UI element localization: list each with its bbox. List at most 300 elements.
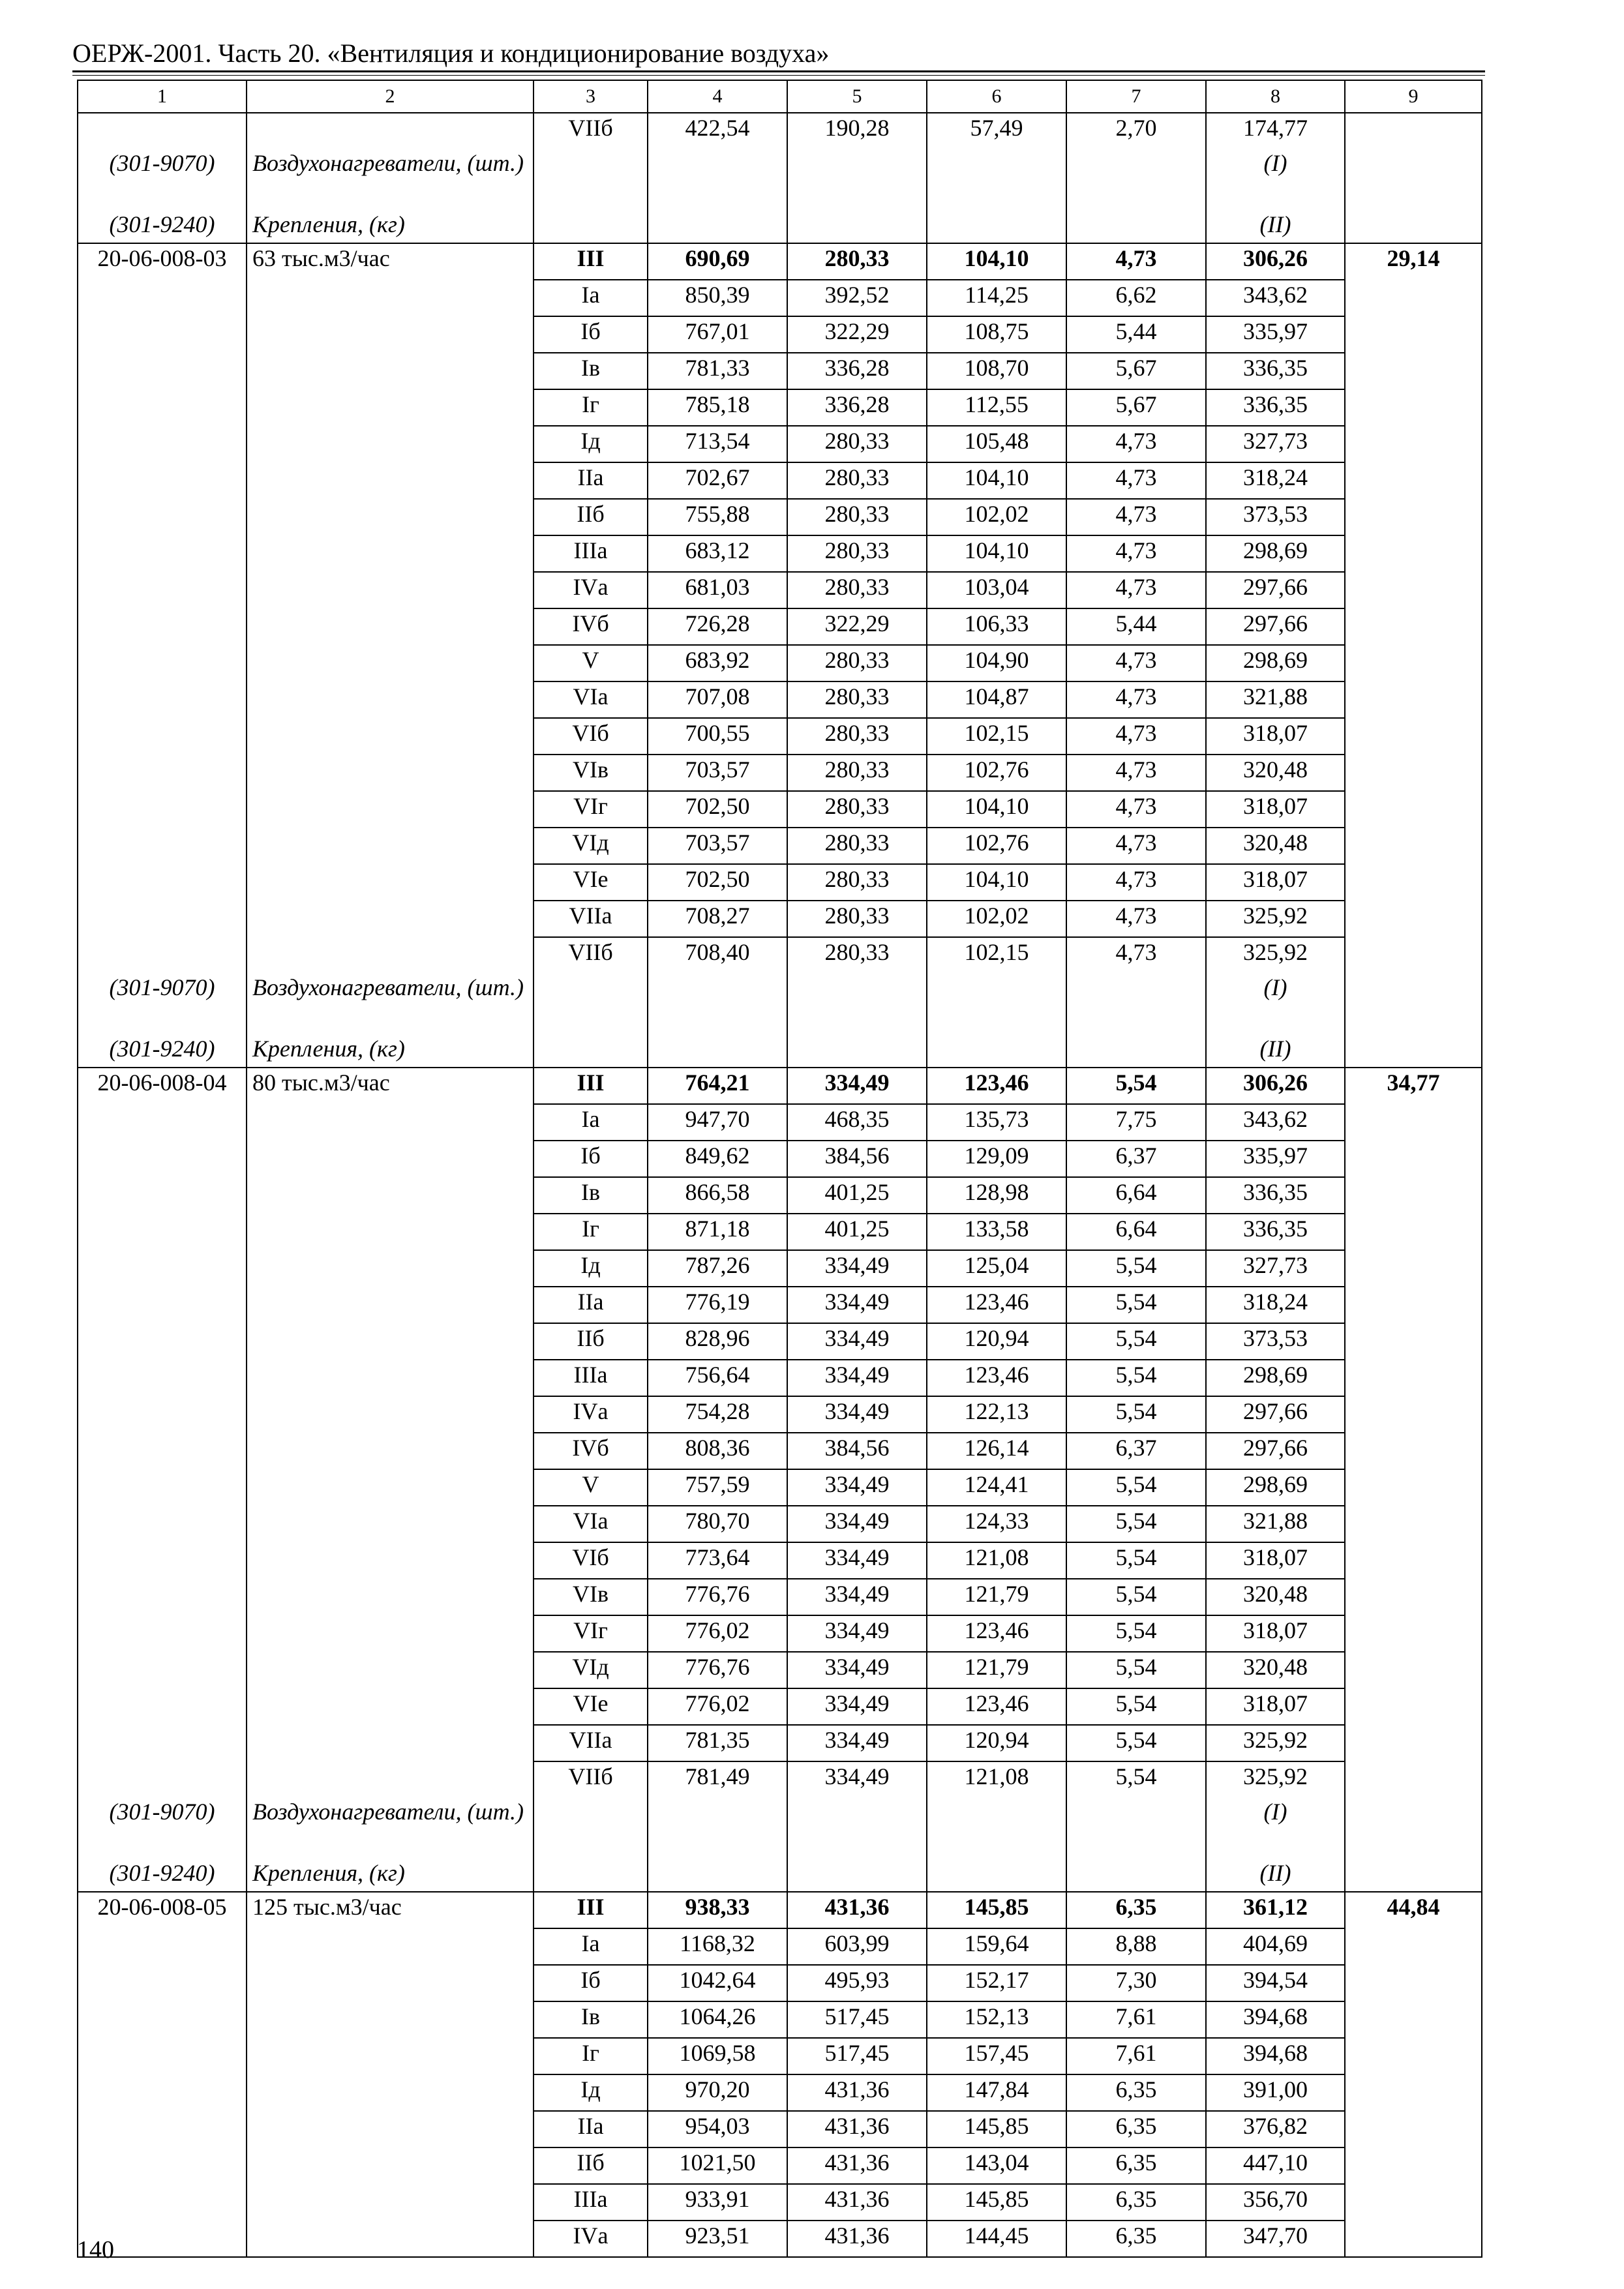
- machinist-wages-cell: 6,35: [1066, 2221, 1206, 2257]
- table-row: [78, 937, 1482, 973]
- machines-cell: 102,76: [927, 828, 1066, 864]
- machinist-wages-cell: 5,44: [1066, 316, 1206, 353]
- table-row: [78, 1725, 1482, 1761]
- total-cost-cell: 776,02: [648, 1615, 787, 1652]
- total-cost-cell: 781,33: [648, 353, 787, 389]
- labor-cell: [1345, 1287, 1482, 1323]
- labor-cell: [1345, 1761, 1482, 1797]
- table-row: [78, 2074, 1482, 2111]
- machines-cell: 133,58: [927, 1214, 1066, 1250]
- code-cell: [78, 1104, 247, 1141]
- table-row: [78, 316, 1482, 353]
- header-rule: [72, 70, 1485, 72]
- materials-cell: (II): [1206, 1859, 1345, 1892]
- wages-cell: 517,45: [787, 2001, 927, 2038]
- labor-cell: [1345, 828, 1482, 864]
- column-header: 1: [78, 80, 247, 113]
- name-cell: [247, 389, 534, 426]
- materials-cell: 343,62: [1206, 280, 1345, 316]
- code-cell: (301-9240): [78, 1859, 247, 1892]
- total-cost-cell: 1021,50: [648, 2147, 787, 2184]
- name-cell: Крепления, (кг): [247, 210, 534, 243]
- wages-cell: 280,33: [787, 535, 927, 572]
- machines-cell: 159,64: [927, 1928, 1066, 1965]
- machines-cell: 145,85: [927, 2111, 1066, 2147]
- wages-cell: 334,49: [787, 1688, 927, 1725]
- machines-cell: 147,84: [927, 2074, 1066, 2111]
- materials-cell: 318,24: [1206, 462, 1345, 499]
- name-cell: [247, 2184, 534, 2221]
- wages-cell: 431,36: [787, 2111, 927, 2147]
- zone-cell: IIб: [534, 499, 648, 535]
- materials-cell: 336,35: [1206, 1177, 1345, 1214]
- machines-cell: 57,49: [927, 113, 1066, 149]
- name-cell: [247, 2221, 534, 2257]
- table-row: [78, 1579, 1482, 1615]
- machinist-wages-cell: 5,67: [1066, 353, 1206, 389]
- name-cell: Воздухонагреватели, (шт.): [247, 973, 534, 1034]
- machines-cell: [927, 973, 1066, 1034]
- machines-cell: 108,75: [927, 316, 1066, 353]
- materials-cell: 404,69: [1206, 1928, 1345, 1965]
- total-cost-cell: 707,08: [648, 681, 787, 718]
- machines-cell: 123,46: [927, 1360, 1066, 1396]
- machinist-wages-cell: 5,54: [1066, 1396, 1206, 1433]
- table-row: [78, 499, 1482, 535]
- machines-cell: 144,45: [927, 2221, 1066, 2257]
- zone-cell: Iд: [534, 426, 648, 462]
- name-cell: [247, 1433, 534, 1469]
- code-cell: [78, 1761, 247, 1797]
- code-cell: [78, 1214, 247, 1250]
- zone-cell: IVб: [534, 608, 648, 645]
- table-row: [78, 1177, 1482, 1214]
- wages-cell: 334,49: [787, 1506, 927, 1542]
- code-cell: [78, 2038, 247, 2074]
- name-cell: 80 тыс.м3/час: [247, 1068, 534, 1104]
- wages-cell: 384,56: [787, 1141, 927, 1177]
- code-cell: [78, 901, 247, 937]
- table-row: [78, 280, 1482, 316]
- table-row: [78, 1287, 1482, 1323]
- code-cell: [78, 572, 247, 608]
- machinist-wages-cell: 4,73: [1066, 718, 1206, 755]
- machinist-wages-cell: 5,54: [1066, 1250, 1206, 1287]
- machines-cell: 157,45: [927, 2038, 1066, 2074]
- code-cell: [78, 937, 247, 973]
- zone-cell: Iд: [534, 2074, 648, 2111]
- code-cell: (301-9070): [78, 149, 247, 210]
- code-cell: [78, 1615, 247, 1652]
- total-cost-cell: 828,96: [648, 1323, 787, 1360]
- name-cell: [247, 2147, 534, 2184]
- labor-cell: [1345, 1214, 1482, 1250]
- total-cost-cell: 776,76: [648, 1652, 787, 1688]
- zone-cell: IIа: [534, 462, 648, 499]
- zone-cell: IIб: [534, 2147, 648, 2184]
- labor-cell: [1345, 755, 1482, 791]
- machines-cell: [927, 1797, 1066, 1859]
- materials-cell: 298,69: [1206, 1360, 1345, 1396]
- machinist-wages-cell: 5,54: [1066, 1360, 1206, 1396]
- wages-cell: 603,99: [787, 1928, 927, 1965]
- machinist-wages-cell: 4,73: [1066, 243, 1206, 280]
- labor-cell: [1345, 1725, 1482, 1761]
- table-row: [78, 389, 1482, 426]
- machinist-wages-cell: 4,73: [1066, 755, 1206, 791]
- machines-cell: 104,10: [927, 243, 1066, 280]
- name-cell: [247, 755, 534, 791]
- name-cell: [247, 2038, 534, 2074]
- page-number: 140: [77, 2236, 114, 2264]
- labor-cell: [1345, 937, 1482, 973]
- zone-cell: IVа: [534, 1396, 648, 1433]
- name-cell: [247, 901, 534, 937]
- rates-table: [77, 80, 1482, 2258]
- machinist-wages-cell: 4,73: [1066, 791, 1206, 828]
- name-cell: [247, 1323, 534, 1360]
- labor-cell: 44,84: [1345, 1892, 1482, 1928]
- machines-cell: 123,46: [927, 1688, 1066, 1725]
- table-row: [78, 2038, 1482, 2074]
- wages-cell: 280,33: [787, 462, 927, 499]
- zone-cell: Iв: [534, 2001, 648, 2038]
- zone-cell: V: [534, 1469, 648, 1506]
- total-cost-cell: 808,36: [648, 1433, 787, 1469]
- table-row: [78, 681, 1482, 718]
- labor-cell: [1345, 1469, 1482, 1506]
- code-cell: 20-06-008-05: [78, 1892, 247, 1928]
- zone-cell: Iб: [534, 316, 648, 353]
- materials-cell: (II): [1206, 210, 1345, 243]
- name-cell: [247, 2074, 534, 2111]
- wages-cell: [787, 1797, 927, 1859]
- labor-cell: 29,14: [1345, 243, 1482, 280]
- table-row: [78, 1323, 1482, 1360]
- wages-cell: 322,29: [787, 316, 927, 353]
- table-row: [78, 2001, 1482, 2038]
- labor-cell: [1345, 1250, 1482, 1287]
- total-cost-cell: 1168,32: [648, 1928, 787, 1965]
- total-cost-cell: 785,18: [648, 389, 787, 426]
- table-row: [78, 1542, 1482, 1579]
- zone-cell: Iв: [534, 1177, 648, 1214]
- name-cell: [247, 864, 534, 901]
- table-row: [78, 791, 1482, 828]
- total-cost-cell: 422,54: [648, 113, 787, 149]
- machinist-wages-cell: [1066, 1797, 1206, 1859]
- table-row: [78, 608, 1482, 645]
- wages-cell: 280,33: [787, 864, 927, 901]
- zone-cell: VIа: [534, 1506, 648, 1542]
- total-cost-cell: 683,12: [648, 535, 787, 572]
- labor-cell: [1345, 681, 1482, 718]
- wages-cell: 334,49: [787, 1068, 927, 1104]
- machines-cell: 122,13: [927, 1396, 1066, 1433]
- code-cell: [78, 113, 247, 149]
- machinist-wages-cell: 5,54: [1066, 1469, 1206, 1506]
- materials-cell: 320,48: [1206, 1652, 1345, 1688]
- name-cell: [247, 1965, 534, 2001]
- table-row: [78, 1396, 1482, 1433]
- machines-cell: 103,04: [927, 572, 1066, 608]
- table-row: [78, 864, 1482, 901]
- machinist-wages-cell: 8,88: [1066, 1928, 1206, 1965]
- table-row: [78, 828, 1482, 864]
- materials-cell: 347,70: [1206, 2221, 1345, 2257]
- name-cell: [247, 1250, 534, 1287]
- zone-cell: VIв: [534, 1579, 648, 1615]
- total-cost-cell: 773,64: [648, 1542, 787, 1579]
- total-cost-cell: [648, 973, 787, 1034]
- wages-cell: 336,28: [787, 389, 927, 426]
- machines-cell: 104,10: [927, 535, 1066, 572]
- machinist-wages-cell: 5,44: [1066, 608, 1206, 645]
- materials-cell: 325,92: [1206, 901, 1345, 937]
- machinist-wages-cell: 6,37: [1066, 1433, 1206, 1469]
- machines-cell: 123,46: [927, 1068, 1066, 1104]
- labor-cell: [1345, 1859, 1482, 1892]
- machinist-wages-cell: 6,35: [1066, 2111, 1206, 2147]
- machinist-wages-cell: [1066, 210, 1206, 243]
- name-cell: 125 тыс.м3/час: [247, 1892, 534, 1928]
- wages-cell: 336,28: [787, 353, 927, 389]
- name-cell: 63 тыс.м3/час: [247, 243, 534, 280]
- wages-cell: 334,49: [787, 1761, 927, 1797]
- table-row: [78, 2111, 1482, 2147]
- machinist-wages-cell: 4,73: [1066, 864, 1206, 901]
- labor-cell: [1345, 1433, 1482, 1469]
- zone-cell: Iб: [534, 1141, 648, 1177]
- total-cost-cell: 970,20: [648, 2074, 787, 2111]
- table-row: [78, 426, 1482, 462]
- materials-cell: 318,24: [1206, 1287, 1345, 1323]
- total-cost-cell: 923,51: [648, 2221, 787, 2257]
- machinist-wages-cell: 6,35: [1066, 1892, 1206, 1928]
- materials-cell: 336,35: [1206, 1214, 1345, 1250]
- zone-cell: IVб: [534, 1433, 648, 1469]
- machines-cell: 152,17: [927, 1965, 1066, 2001]
- table-row: [78, 645, 1482, 681]
- code-cell: [78, 535, 247, 572]
- materials-cell: (I): [1206, 149, 1345, 210]
- resource-row: [78, 149, 1482, 210]
- code-cell: [78, 1177, 247, 1214]
- code-cell: [78, 2074, 247, 2111]
- code-cell: [78, 1396, 247, 1433]
- materials-cell: 335,97: [1206, 316, 1345, 353]
- labor-cell: [1345, 645, 1482, 681]
- labor-cell: [1345, 316, 1482, 353]
- total-cost-cell: 871,18: [648, 1214, 787, 1250]
- machinist-wages-cell: 7,30: [1066, 1965, 1206, 2001]
- total-cost-cell: 683,92: [648, 645, 787, 681]
- zone-cell: VIIб: [534, 113, 648, 149]
- wages-cell: 401,25: [787, 1214, 927, 1250]
- materials-cell: 318,07: [1206, 718, 1345, 755]
- labor-cell: [1345, 1034, 1482, 1068]
- table-group-row: [78, 243, 1482, 280]
- table-row: [78, 1965, 1482, 2001]
- labor-cell: [1345, 1360, 1482, 1396]
- machinist-wages-cell: 4,73: [1066, 937, 1206, 973]
- machines-cell: 143,04: [927, 2147, 1066, 2184]
- resource-row: [78, 1797, 1482, 1859]
- machinist-wages-cell: 4,73: [1066, 572, 1206, 608]
- machines-cell: 114,25: [927, 280, 1066, 316]
- wages-cell: 517,45: [787, 2038, 927, 2074]
- code-cell: [78, 791, 247, 828]
- table-row: [78, 1652, 1482, 1688]
- wages-cell: 334,49: [787, 1323, 927, 1360]
- machinist-wages-cell: 4,73: [1066, 499, 1206, 535]
- column-header: 6: [927, 80, 1066, 113]
- zone-cell: Iв: [534, 353, 648, 389]
- zone-cell: [534, 1034, 648, 1068]
- labor-cell: [1345, 113, 1482, 149]
- zone-cell: IIб: [534, 1323, 648, 1360]
- machines-cell: 104,10: [927, 791, 1066, 828]
- total-cost-cell: [648, 149, 787, 210]
- materials-cell: 394,68: [1206, 2038, 1345, 2074]
- table-row: [78, 1469, 1482, 1506]
- name-cell: [247, 1506, 534, 1542]
- machines-cell: 106,33: [927, 608, 1066, 645]
- column-header: 9: [1345, 80, 1482, 113]
- table-row: [78, 1761, 1482, 1797]
- name-cell: [247, 1287, 534, 1323]
- wages-cell: [787, 1859, 927, 1892]
- code-cell: [78, 864, 247, 901]
- labor-cell: [1345, 572, 1482, 608]
- name-cell: [247, 1104, 534, 1141]
- wages-cell: 280,33: [787, 791, 927, 828]
- name-cell: [247, 1652, 534, 1688]
- machines-cell: 125,04: [927, 1250, 1066, 1287]
- name-cell: [247, 608, 534, 645]
- total-cost-cell: 754,28: [648, 1396, 787, 1433]
- machinist-wages-cell: 7,75: [1066, 1104, 1206, 1141]
- total-cost-cell: 866,58: [648, 1177, 787, 1214]
- wages-cell: 431,36: [787, 2184, 927, 2221]
- wages-cell: 468,35: [787, 1104, 927, 1141]
- labor-cell: [1345, 149, 1482, 210]
- labor-cell: [1345, 353, 1482, 389]
- labor-cell: [1345, 718, 1482, 755]
- total-cost-cell: 713,54: [648, 426, 787, 462]
- code-cell: [78, 1652, 247, 1688]
- machinist-wages-cell: 6,35: [1066, 2074, 1206, 2111]
- wages-cell: 334,49: [787, 1250, 927, 1287]
- materials-cell: 306,26: [1206, 1068, 1345, 1104]
- name-cell: [247, 1761, 534, 1797]
- name-cell: [247, 1214, 534, 1250]
- machinist-wages-cell: 6,35: [1066, 2184, 1206, 2221]
- code-cell: [78, 645, 247, 681]
- machines-cell: 152,13: [927, 2001, 1066, 2038]
- materials-cell: 297,66: [1206, 572, 1345, 608]
- zone-cell: III: [534, 1892, 648, 1928]
- machines-cell: 126,14: [927, 1433, 1066, 1469]
- zone-cell: VIIб: [534, 937, 648, 973]
- total-cost-cell: 776,19: [648, 1287, 787, 1323]
- materials-cell: 447,10: [1206, 2147, 1345, 2184]
- total-cost-cell: 954,03: [648, 2111, 787, 2147]
- materials-cell: 343,62: [1206, 1104, 1345, 1141]
- total-cost-cell: 764,21: [648, 1068, 787, 1104]
- labor-cell: [1345, 2001, 1482, 2038]
- total-cost-cell: 850,39: [648, 280, 787, 316]
- total-cost-cell: 700,55: [648, 718, 787, 755]
- wages-cell: 431,36: [787, 2147, 927, 2184]
- code-cell: [78, 1506, 247, 1542]
- total-cost-cell: 767,01: [648, 316, 787, 353]
- table-row: [78, 1928, 1482, 1965]
- labor-cell: [1345, 280, 1482, 316]
- resource-row: [78, 1034, 1482, 1068]
- code-cell: [78, 1725, 247, 1761]
- materials-cell: 325,92: [1206, 937, 1345, 973]
- zone-cell: IIIа: [534, 2184, 648, 2221]
- name-cell: [247, 462, 534, 499]
- name-cell: [247, 828, 534, 864]
- column-header: 5: [787, 80, 927, 113]
- code-cell: [78, 462, 247, 499]
- machinist-wages-cell: 6,64: [1066, 1214, 1206, 1250]
- total-cost-cell: 1064,26: [648, 2001, 787, 2038]
- name-cell: [247, 718, 534, 755]
- table-group-row: [78, 1068, 1482, 1104]
- code-cell: (301-9070): [78, 1797, 247, 1859]
- code-cell: [78, 280, 247, 316]
- wages-cell: 334,49: [787, 1469, 927, 1506]
- zone-cell: Iб: [534, 1965, 648, 2001]
- zone-cell: VIб: [534, 718, 648, 755]
- materials-cell: 318,07: [1206, 1615, 1345, 1652]
- total-cost-cell: 756,64: [648, 1360, 787, 1396]
- code-cell: [78, 755, 247, 791]
- total-cost-cell: 708,27: [648, 901, 787, 937]
- zone-cell: IIIа: [534, 1360, 648, 1396]
- materials-cell: 335,97: [1206, 1141, 1345, 1177]
- materials-cell: 306,26: [1206, 243, 1345, 280]
- machinist-wages-cell: 6,37: [1066, 1141, 1206, 1177]
- name-cell: [247, 2001, 534, 2038]
- machines-cell: 124,41: [927, 1469, 1066, 1506]
- code-cell: [78, 681, 247, 718]
- name-cell: [247, 499, 534, 535]
- total-cost-cell: [648, 1034, 787, 1068]
- wages-cell: 280,33: [787, 828, 927, 864]
- code-cell: [78, 1688, 247, 1725]
- total-cost-cell: 690,69: [648, 243, 787, 280]
- materials-cell: 321,88: [1206, 681, 1345, 718]
- materials-cell: 321,88: [1206, 1506, 1345, 1542]
- code-cell: 20-06-008-03: [78, 243, 247, 280]
- zone-cell: VIIа: [534, 901, 648, 937]
- column-header: 4: [648, 80, 787, 113]
- zone-cell: VIа: [534, 681, 648, 718]
- labor-cell: [1345, 1396, 1482, 1433]
- table-row: [78, 1214, 1482, 1250]
- wages-cell: 334,49: [787, 1360, 927, 1396]
- machines-cell: 145,85: [927, 1892, 1066, 1928]
- name-cell: [247, 1396, 534, 1433]
- name-cell: [247, 1469, 534, 1506]
- wages-cell: 280,33: [787, 426, 927, 462]
- machinist-wages-cell: 4,73: [1066, 535, 1206, 572]
- labor-cell: [1345, 1542, 1482, 1579]
